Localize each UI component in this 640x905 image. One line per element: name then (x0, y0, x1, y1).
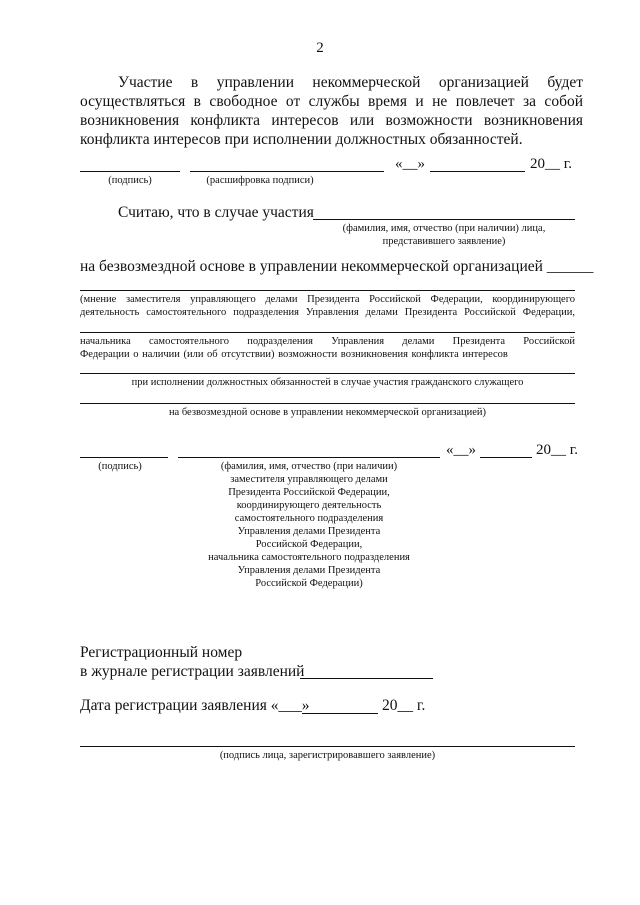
opinion-line-4 (80, 403, 575, 404)
signature-decode-line (190, 171, 384, 172)
caption-stack-line: самостоятельного подразделения (234, 513, 384, 524)
applicant-name-line (313, 219, 575, 220)
caption-stack-line: Российской Федерации, (255, 539, 363, 550)
opinion-caption-2: деятельность самостоятельного подразделения Управления делами Президента Российской Федерации, (80, 307, 575, 318)
registration-date-year: 20__ г. (382, 697, 426, 714)
opinion-line-1 (80, 290, 575, 291)
registration-number-label-2: в журнале регистрации заявлений (80, 663, 305, 680)
caption-applicant-2: представившего заявление) (382, 236, 506, 247)
opinion-caption-5: при исполнении должностных обязанностей в случае участия гражданского служащего (131, 377, 524, 388)
caption-stack-line: Президента Российской Федерации, (228, 487, 390, 498)
opinion-line-3 (80, 373, 575, 374)
opinion-caption-3: начальника самостоятельного подразделения Управления делами Президента Российской (80, 336, 575, 347)
opinion-text: Считаю, что в случае участия (118, 204, 314, 221)
second-date-month-line (480, 457, 532, 458)
caption-stack-line: Управления делами Президента (237, 565, 381, 576)
opinion-line-2 (80, 332, 575, 333)
opinion-caption-4: Федерации о наличии (или об отсутствии) возможности возникновения конфликта интересов (80, 349, 508, 360)
caption-applicant-1: (фамилия, имя, отчество (при наличии) лица, (342, 223, 546, 234)
intro-paragraph (80, 73, 583, 149)
intro-paragraph-text: Участие в управлении некоммерческой организацией будет осуществляться в свободное от службы время и не повлечет за собой возникновения конфликта интересов или возможности возникновения конфликта интересов при исполнении должностных обязанностей. (80, 74, 583, 148)
page-number: 2 (316, 40, 324, 56)
second-caption-signature: (подпись) (98, 461, 142, 472)
second-caption-stack (178, 460, 440, 590)
registration-number-label-1: Регистрационный номер (80, 644, 243, 661)
opinion-caption-1: (мнение заместителя управляющего делами Президента Российской Федерации, координирующего (80, 294, 575, 305)
caption-stack-line: Российской Федерации) (255, 578, 363, 589)
registration-date-label: Дата регистрации заявления «___» (80, 697, 310, 714)
caption-stack-line: заместителя управляющего делами (230, 474, 388, 485)
registration-number-line (300, 678, 433, 679)
second-date-day-field: «__» (446, 442, 476, 458)
signature-line (80, 171, 180, 172)
opinion-caption-6: на безвозмездной основе в управлении некоммерческой организацией) (168, 407, 487, 418)
caption-signature: (подпись) (108, 175, 152, 186)
opinion-text-2: на безвозмездной основе в управлении некоммерческой организацией ______ (80, 258, 594, 275)
date-day-field: «__» (395, 156, 425, 172)
caption-stack-line: координирующего деятельность (236, 500, 382, 511)
second-name-line (178, 457, 440, 458)
registration-date-month-line (302, 713, 378, 714)
caption-stack-line: Управления делами Президента (237, 526, 381, 537)
date-year-field: 20__ г. (530, 156, 572, 172)
registrar-caption: (подпись лица, зарегистрировавшего заявление) (219, 750, 436, 761)
second-date-year-field: 20__ г. (536, 442, 578, 458)
caption-stack-line: начальника самостоятельного подразделения (208, 552, 410, 563)
caption-stack-line: (фамилия, имя, отчество (при наличии) (220, 461, 398, 472)
caption-decode: (расшифровка подписи) (206, 175, 314, 186)
registrar-signature-line (80, 746, 575, 747)
second-signature-line (80, 457, 168, 458)
date-month-line (430, 171, 525, 172)
